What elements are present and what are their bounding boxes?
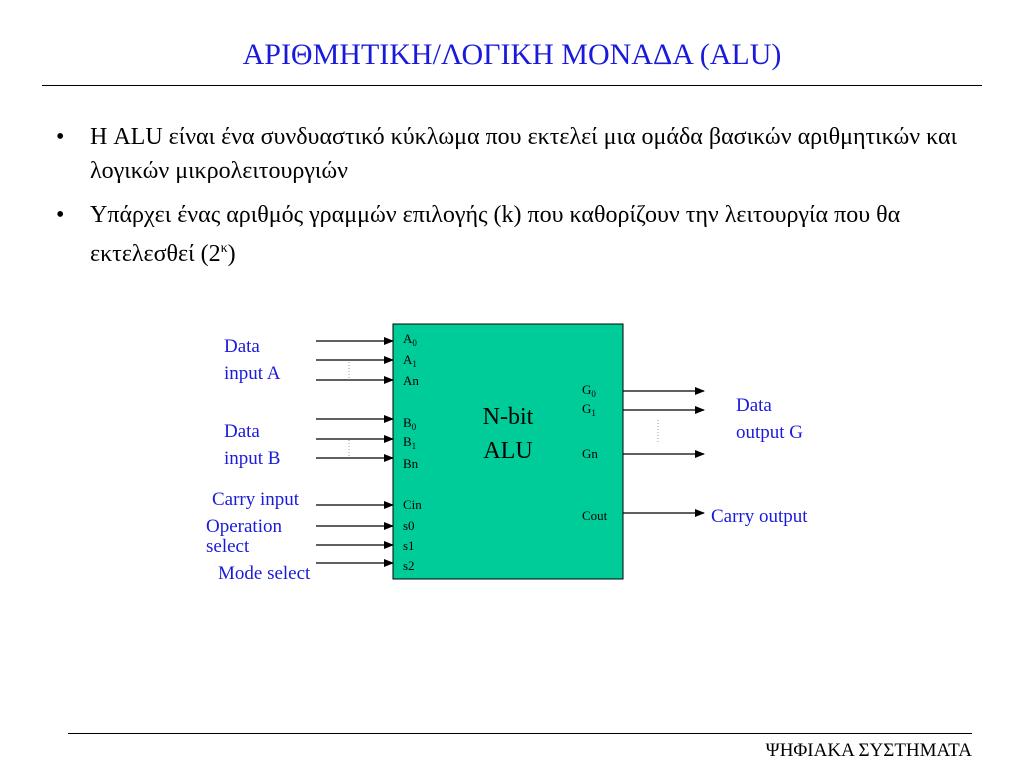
pin-g0: $G_0$ <box>582 382 596 399</box>
input-arrows <box>316 341 393 563</box>
label-operation-select-line1: Operation <box>206 516 282 537</box>
pin-an: An <box>403 373 419 388</box>
pin-gn: Gn <box>582 446 598 461</box>
pin-b1: $B_1$ <box>403 434 417 451</box>
bullet-superscript: κ <box>220 241 228 256</box>
pin-s0: s0 <box>403 518 415 533</box>
bullet-text: Υπάρχει ένας αριθμός γραμμών επιλογής (k) που καθορίζουν την λειτουργία που θα εκτελεσθεί (2 <box>90 202 901 267</box>
pin-a1: $A_1$ <box>403 352 417 369</box>
alu-title-line2: ALU <box>483 438 533 464</box>
output-arrows <box>623 391 704 513</box>
pin-a0: $A_0$ <box>403 331 417 348</box>
label-data-input-b-line1: Data <box>224 421 260 442</box>
label-data-output-g-line2: output G <box>736 422 804 443</box>
label-data-input-a-line1: Data <box>224 336 260 357</box>
pin-cout: Cout <box>582 508 608 523</box>
bullet-dot: • <box>56 202 65 228</box>
pin-s2: s2 <box>403 558 415 573</box>
label-data-output-g-line1: Data <box>736 395 772 416</box>
bullet-text-tail: ) <box>227 241 236 267</box>
pin-b0: $B_0$ <box>403 415 417 432</box>
pin-s1: s1 <box>403 538 415 553</box>
pin-bn: Bn <box>403 456 419 471</box>
label-data-input-a-line2: input A <box>224 363 281 384</box>
label-mode-select: Mode select <box>218 563 311 584</box>
bullet-text: Η ALU είναι ένα συνδυαστικό κύκλωμα που εκτελεί μια ομάδα βασικών αριθμητικών και λογικών μικρολειτουργιών <box>90 124 958 184</box>
pin-cin: Cin <box>403 497 422 512</box>
label-carry-input: Carry input <box>212 489 300 510</box>
slide-title: ΑΡΙΘΜΗΤΙΚΗ/ΛΟΓΙΚΗ ΜΟΝΑΔΑ (ALU) <box>242 38 782 71</box>
alu-title-line1: N-bit <box>482 404 534 430</box>
pin-g1: $G_1$ <box>582 401 596 418</box>
footer-text: ΨΗΦΙΑΚΑ ΣΥΣΤΗΜΑΤΑ <box>765 740 972 761</box>
footer-divider <box>68 733 972 734</box>
bullet-dot: • <box>56 124 65 150</box>
label-operation-select-line2: select <box>206 536 250 557</box>
label-data-input-b-line2: input B <box>224 448 281 469</box>
label-carry-output: Carry output <box>711 506 808 527</box>
